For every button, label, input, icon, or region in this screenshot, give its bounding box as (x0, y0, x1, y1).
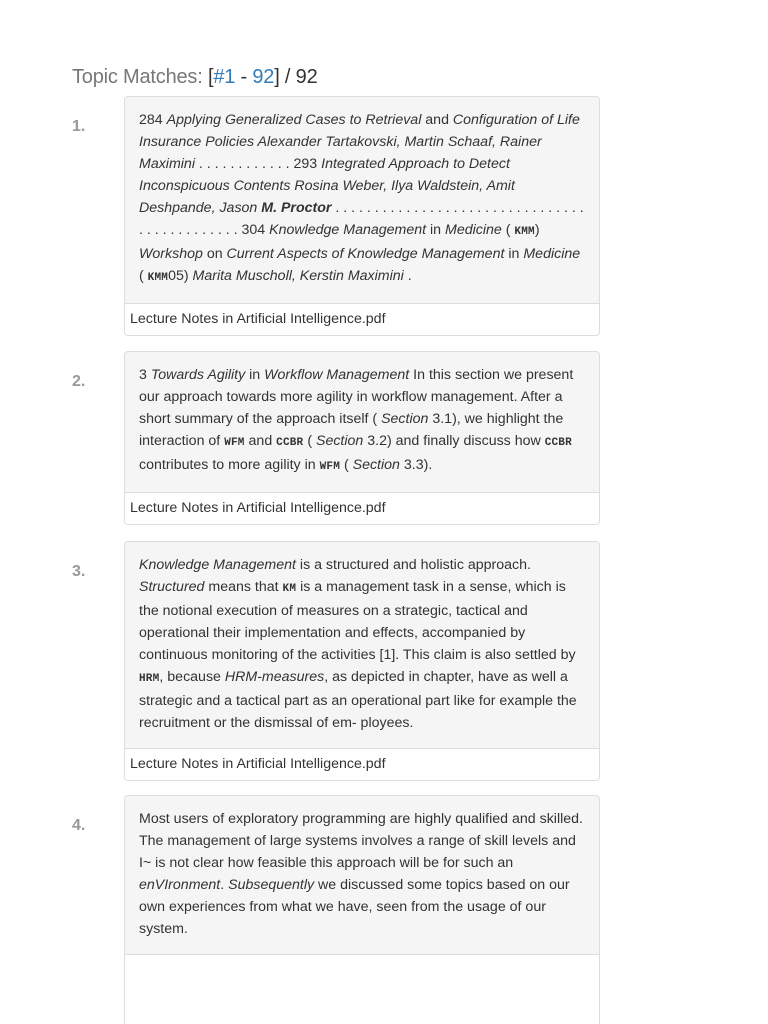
first-result-link[interactable]: #1 (213, 66, 236, 88)
snippet-text: on (202, 246, 227, 262)
snippet-text: ( (501, 222, 515, 238)
result-number: 1. (72, 118, 86, 135)
result-card[interactable] (124, 96, 600, 336)
snippet-text: . . . . . . . . . . . . . . . . . . . . . . . . . . . . . . . . . . . . . . . . . . . . . 304 (139, 200, 584, 238)
result-card[interactable] (124, 541, 600, 781)
snippet-acronym: KMM (147, 272, 169, 284)
snippet-emphasis: Workshop (139, 246, 203, 262)
snippet-text: . (220, 877, 229, 893)
snippet-emphasis: Configuration of Life Insurance Policies Alexander Tartakovski, Martin Schaaf, Rainer Maximini (139, 112, 580, 172)
snippet-emphasis: Applying Generalized Cases to Retrieval (166, 112, 422, 128)
snippet-text: ) (534, 222, 540, 238)
snippet-text: 284 (139, 112, 167, 128)
snippet-text: we discussed some topics based on our own experiences from what we have, seen from the usage of our system. (139, 877, 570, 937)
snippet-text: ( (340, 457, 353, 473)
result-card[interactable] (124, 351, 600, 525)
snippet-emphasis: Workflow Management (264, 367, 410, 383)
result-source-file[interactable]: Lecture Notes in Artificial Intelligence.pdf (125, 492, 599, 524)
snippet-acronym: KMM (514, 226, 535, 238)
topic-matches-label: Topic Matches: (72, 66, 203, 88)
snippet-text: Most users of exploratory programming are highly qualified and skilled. The management of large systems involves a range of skill levels and I~ is not clear how feasible this approach will be for such an (139, 811, 583, 871)
result-card[interactable] (124, 795, 600, 1024)
result-source-file[interactable] (125, 954, 599, 1024)
snippet-text: in (245, 367, 265, 383)
snippet-text: contributes to more agility in (139, 457, 320, 473)
snippet-emphasis: Integrated Approach to Detect Inconspicuous Contents Rosina Weber, Ilya Waldstein, Amit Deshpande, Jason (139, 156, 515, 216)
topic-matches-header (72, 66, 318, 89)
snippet-text: In this section we present our approach towards more agility in workflow management. After a short summary of the approach itself ( (139, 367, 574, 427)
snippet-emphasis: Section (315, 433, 364, 449)
snippet-text: ( (139, 268, 148, 284)
result-number: 4. (72, 817, 86, 834)
snippet-acronym: WFM (319, 461, 340, 473)
snippet-emphasis: Medicine (523, 246, 581, 262)
snippet-text: , as depicted in chapter, have as well a strategic and a tactical part as an operational part like for example the recruitment or the dismissal of em- ployees. (139, 669, 577, 731)
snippet-text: is a structured and holistic approach. (295, 557, 531, 573)
snippet-acronym: CCBR (544, 437, 572, 449)
snippet-acronym: KM (282, 583, 297, 595)
snippet-text: . . . . . . . . . . . . 293 (194, 156, 322, 172)
result-snippet (125, 97, 599, 303)
snippet-text: 05) (168, 268, 193, 284)
result-snippet (125, 352, 599, 492)
snippet-text: 3.3). (399, 457, 433, 473)
snippet-text: ( (303, 433, 316, 449)
result-number: 3. (72, 563, 86, 580)
snippet-text: in (504, 246, 524, 262)
snippet-emphasis: Knowledge Management (269, 222, 427, 238)
snippet-text: . (403, 268, 412, 284)
snippet-acronym: HRM (139, 673, 160, 685)
result-source-file[interactable]: Lecture Notes in Artificial Intelligence.pdf (125, 748, 599, 780)
result-snippet (125, 796, 599, 954)
result-number: 2. (72, 373, 86, 390)
snippet-emphasis: Medicine (445, 222, 502, 238)
snippet-text: and (421, 112, 453, 128)
snippet-text: means that (204, 579, 283, 595)
snippet-acronym: WFM (224, 437, 245, 449)
snippet-emphasis: Section (381, 411, 429, 427)
snippet-emphasis: Knowledge Management (139, 557, 296, 573)
snippet-emphasis: Towards Agility (150, 367, 246, 383)
result-snippet (125, 542, 599, 748)
snippet-emphasis: Structured (139, 579, 205, 595)
snippet-text: and (244, 433, 277, 449)
range-open-bracket: [ (207, 66, 214, 88)
snippet-emphasis: enVIronment (139, 877, 221, 893)
snippet-text: 3.2) and finally discuss how (363, 433, 545, 449)
snippet-text: 3.1), we highlight the interaction of (139, 411, 564, 449)
snippet-emphasis: Marita Muscholl, Kerstin Maximini (192, 268, 404, 284)
snippet-text: , because (159, 669, 225, 685)
snippet-text: in (426, 222, 446, 238)
snippet-text: 3 (139, 367, 151, 383)
result-source-file[interactable]: Lecture Notes in Artificial Intelligence.pdf (125, 303, 599, 335)
snippet-strong-emphasis: M. Proctor (261, 200, 332, 216)
snippet-emphasis: Subsequently (228, 877, 315, 893)
last-result-link[interactable]: 92 (252, 66, 275, 88)
total-count: ] / 92 (274, 66, 318, 88)
range-separator: - (235, 66, 253, 88)
snippet-text: is a management task in a sense, which is the notional execution of measures on a strategic, tactical and operational their implementation and effects, accompanied by continuous monitoring of the activities [1]. This claim is also settled by (139, 579, 576, 663)
snippet-emphasis: HRM-measures (224, 669, 325, 685)
snippet-emphasis: Current Aspects of Knowledge Management (226, 246, 505, 262)
snippet-acronym: CCBR (276, 437, 304, 449)
snippet-emphasis: Section (352, 457, 400, 473)
